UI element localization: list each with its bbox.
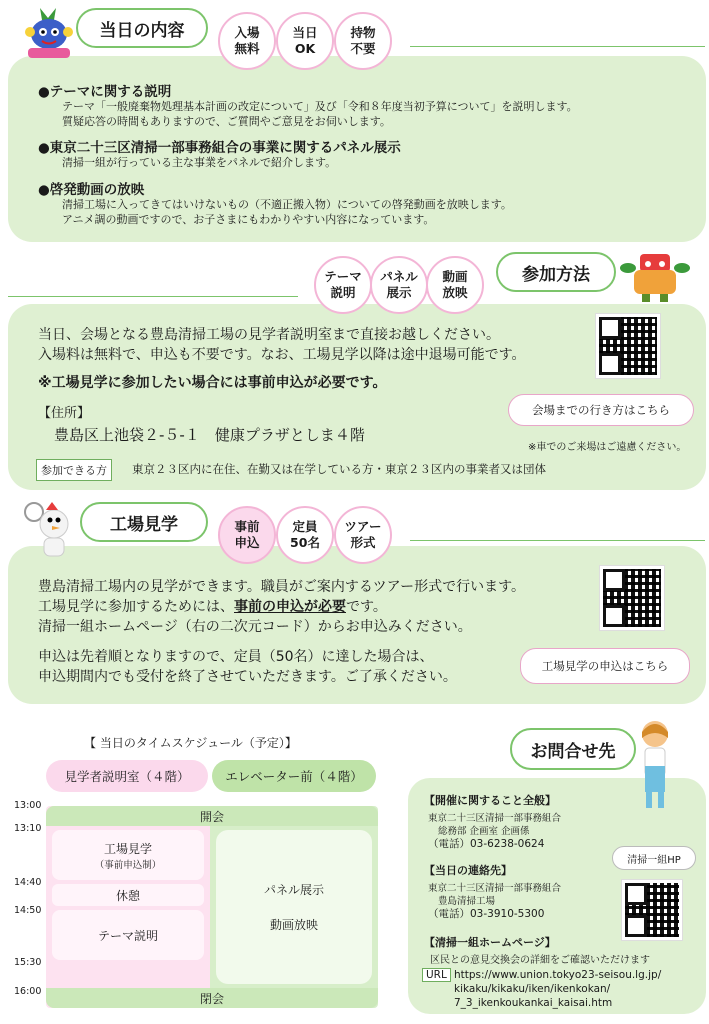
- block-label: 閉会: [199, 991, 224, 1006]
- badge-line: 定員: [292, 519, 318, 535]
- item-heading: ●テーマに関する説明: [38, 84, 172, 100]
- badge-line: 不要: [350, 41, 376, 56]
- participation-text: 当日、会場となる豊島清掃工場の見学者説明室まで直接お越しください。: [38, 327, 500, 343]
- text-fragment: 工場見学に参加するためには、: [38, 599, 234, 615]
- contact-text: （電話）03-3910-5300: [428, 908, 545, 920]
- badge-line: 事前: [234, 519, 260, 535]
- section-title-text: お問合せ先: [530, 741, 616, 762]
- section-title-text: 参加方法: [522, 264, 590, 285]
- tour-text: 豊島清掃工場内の見学ができます。職員がご案内するツアー形式で行います。: [38, 579, 526, 595]
- tour-apply-link-label: 工場見学の申込はこちら: [541, 659, 669, 673]
- divider: [410, 46, 705, 47]
- mascot-character-icon: [20, 4, 78, 64]
- hp-label: [612, 846, 696, 870]
- contact-text: 東京二十三区清掃一部事務組合: [428, 883, 562, 894]
- tour-text: 申込は先着順となりますので、定員（50名）に達した場合は、: [38, 649, 434, 665]
- address-label: 【住所】: [38, 406, 91, 421]
- tour-text-required: [38, 596, 387, 616]
- contact-text: 豊島清掃工場: [438, 896, 496, 907]
- section-title-participation: [496, 252, 616, 292]
- badge-line: 当日: [292, 25, 318, 41]
- badge-tour-format: [334, 506, 392, 564]
- homepage-url[interactable]: https://www.union.tokyo23-seisou.lg.jp/: [454, 969, 662, 981]
- item-heading: ●啓発動画の放映: [38, 182, 145, 198]
- time-label: 13:10: [14, 823, 42, 834]
- mascot-girl-icon: [630, 716, 680, 812]
- qr-code-tour[interactable]: [600, 566, 664, 630]
- schedule-col-elevator: [212, 760, 376, 792]
- badge-theme: [314, 256, 372, 314]
- badge-line: ツアー: [344, 519, 382, 535]
- badge-line: 動画: [442, 269, 468, 285]
- section-title-contact: [510, 728, 636, 770]
- badge-same-day: [276, 12, 334, 70]
- divider: [8, 296, 298, 297]
- divider: [410, 540, 705, 541]
- block-label: テーマ説明: [97, 928, 158, 943]
- item-heading: ●東京二十三区清掃一部事務組合の事業に関するパネル展示: [38, 140, 401, 156]
- badge-line: OK: [294, 41, 316, 56]
- item-text: テーマ「一般廃棄物処理基本計画の改定について」及び「令和８年度当初予算について」を説明します。: [62, 100, 578, 113]
- schedule-close: [46, 988, 378, 1008]
- badge-capacity: [276, 506, 334, 564]
- contact-text: （電話）03-6238-0624: [428, 838, 545, 850]
- participation-text: 入場料は無料で、申込も不要です。なお、工場見学以降は途中退場可能です。: [38, 347, 526, 363]
- url-tag: URL: [422, 968, 451, 982]
- block-label: 動画放映: [269, 918, 318, 932]
- hp-label-text: 清掃一組HP: [627, 854, 681, 866]
- badge-panel: [370, 256, 428, 314]
- badge-line: 形式: [350, 535, 376, 550]
- column-label: 見学者説明室（４階）: [64, 769, 190, 784]
- badge-line: 50名: [290, 535, 320, 550]
- schedule-title: 【 当日のタイムスケジュール（予定）】: [84, 736, 297, 750]
- badge-line: 持物: [350, 25, 376, 41]
- item-text: アニメ調の動画ですので、お子さまにもわかりやすい内容になっています。: [62, 213, 435, 226]
- item-text: 清掃一組が行っている主な事業をパネルで紹介します。: [62, 156, 337, 169]
- badge-line: 放映: [442, 285, 468, 300]
- time-label: 15:30: [14, 957, 42, 968]
- schedule-col-room: [46, 760, 208, 792]
- mascot-bird-icon: [24, 500, 76, 560]
- schedule-theme: [52, 910, 204, 960]
- block-sublabel: （事前申込制）: [94, 859, 162, 871]
- badge-free-entry: [218, 12, 276, 70]
- contact-heading: 【開催に関すること全般】: [424, 794, 556, 807]
- badge-video: [426, 256, 484, 314]
- text-emphasis: 事前の申込が必要: [234, 599, 346, 615]
- badge-line: 申込: [234, 535, 260, 550]
- tour-text: 申込期間内でも受付を終了させていただきます。ご了承ください。: [38, 669, 457, 685]
- badge-line: パネル: [380, 269, 418, 285]
- badge-line: 展示: [386, 285, 412, 300]
- section-title-text: 当日の内容: [99, 20, 185, 41]
- badge-line: 入場: [234, 25, 260, 41]
- contact-heading: 【清掃一組ホームページ】: [424, 936, 556, 949]
- eligible-text: 東京２３区内に在住、在勤又は在学している方・東京２３区内の事業者又は団体: [132, 462, 546, 476]
- qr-code-access[interactable]: [596, 314, 660, 378]
- address-text: 豊島区上池袋２-５-１ 健康プラザとしま４階: [54, 426, 365, 444]
- contact-heading: 【当日の連絡先】: [424, 864, 512, 877]
- advance-notice: ※工場見学に参加したい場合には事前申込が必要です。: [38, 375, 387, 391]
- tour-text: 清掃一組ホームページ（右の二次元コード）からお申込みください。: [38, 619, 472, 635]
- schedule-open: [46, 806, 378, 826]
- contact-text: 区民との意見交換会の詳細をご確認いただけます: [430, 955, 650, 966]
- text-fragment: です。: [346, 599, 387, 615]
- access-link[interactable]: [508, 394, 694, 426]
- section-title-text: 工場見学: [110, 514, 178, 535]
- time-label: 13:00: [14, 800, 42, 811]
- mascot-robot-icon: [620, 248, 690, 304]
- time-label: 14:40: [14, 877, 42, 888]
- tour-apply-link[interactable]: [520, 648, 690, 684]
- badge-line: テーマ: [324, 269, 362, 285]
- block-label: パネル展示: [263, 883, 324, 897]
- section-title-contents: [76, 8, 208, 48]
- access-link-label: 会場までの行き方はこちら: [532, 403, 670, 417]
- qr-code-homepage[interactable]: [622, 880, 682, 940]
- block-label: 休憩: [115, 888, 140, 903]
- eligible-tag: 参加できる方: [36, 459, 112, 481]
- time-label: 14:50: [14, 905, 42, 916]
- time-label: 16:00: [14, 986, 42, 997]
- badge-no-items: [334, 12, 392, 70]
- schedule-panel-video: [216, 830, 372, 984]
- section-title-factory-tour: [80, 502, 208, 542]
- homepage-url[interactable]: kikaku/kikaku/iken/ikenkokan/: [454, 983, 611, 995]
- contact-text: 東京二十三区清掃一部事務組合: [428, 813, 562, 824]
- item-text: 清掃工場に入ってきてはいけないもの（不適正搬入物）についての啓発動画を放映します。: [62, 198, 512, 211]
- schedule-tour: [52, 830, 204, 880]
- item-text: 質疑応答の時間もありますので、ご質問やご意見をお伺いします。: [62, 115, 391, 128]
- contact-text: 総務部 企画室 企画係: [438, 826, 530, 837]
- homepage-url[interactable]: 7_3_ikenkoukankai_kaisai.htm: [454, 997, 613, 1009]
- badge-line: 無料: [234, 41, 260, 56]
- car-note: ※車でのご来場はご遠慮ください。: [528, 442, 687, 453]
- badge-advance-apply: [218, 506, 276, 564]
- block-label: 開会: [199, 809, 224, 824]
- badge-line: 説明: [330, 285, 356, 300]
- column-label: エレベーター前（４階）: [225, 769, 363, 784]
- block-label: 工場見学: [103, 841, 152, 856]
- schedule-break: [52, 884, 204, 906]
